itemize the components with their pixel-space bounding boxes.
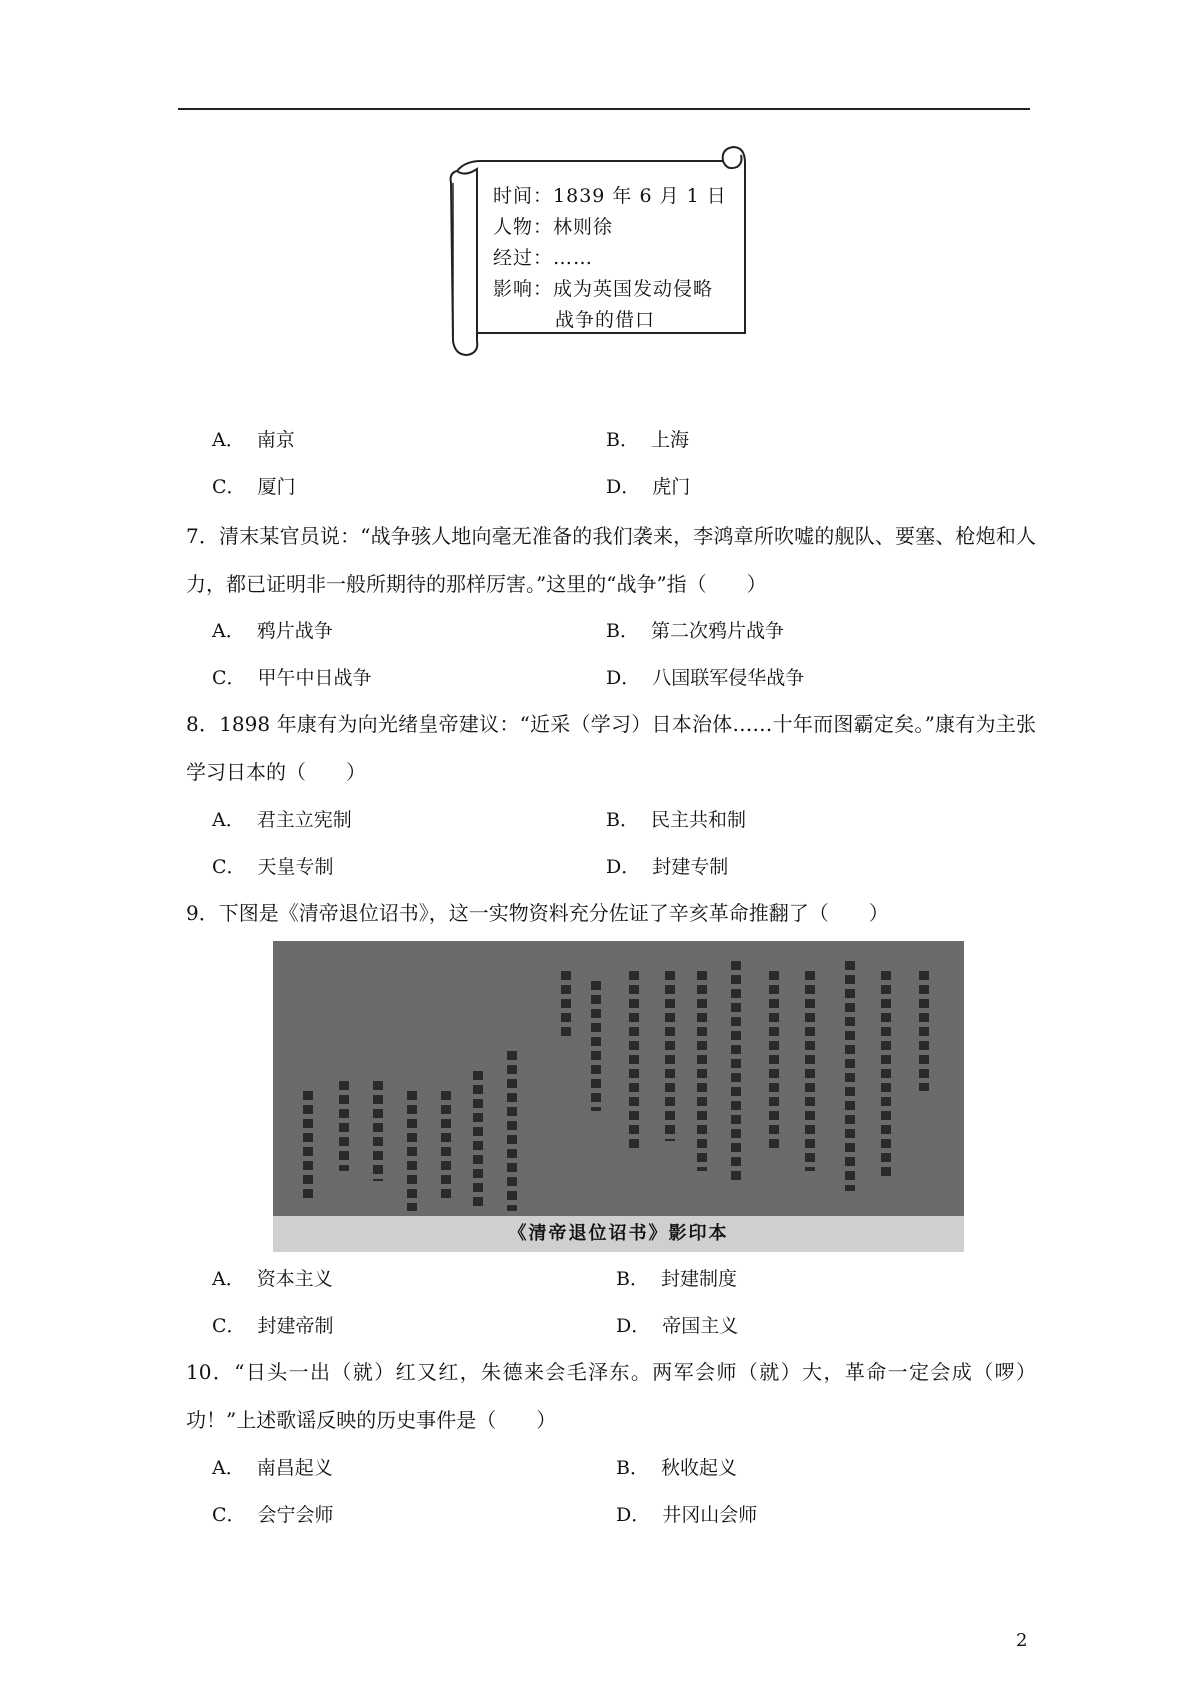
abdication-edict-photo xyxy=(273,941,964,1252)
scroll-line-time: 时间 ： 1839 年 6 月 1 日 xyxy=(493,181,727,212)
q9-option-c[interactable]: C． 封建帝制 xyxy=(212,1315,334,1337)
q7-option-d[interactable]: D． 八国联军侵华战争 xyxy=(606,667,805,689)
q10-option-b[interactable]: B． 秋收起义 xyxy=(616,1457,737,1479)
scroll-line-process: 经过 ： …… xyxy=(493,243,727,274)
q7-option-a[interactable]: A． 鸦片战争 xyxy=(212,620,333,642)
q8-option-c[interactable]: C． 天皇专制 xyxy=(212,856,334,878)
q9-option-a[interactable]: A． 资本主义 xyxy=(212,1268,333,1290)
q9-stem: 9．下图是《清帝退位诏书》，这一实物资料充分佐证了辛亥革命推翻了（ ） xyxy=(186,901,889,925)
q7-option-b[interactable]: B． 第二次鸦片战争 xyxy=(606,620,784,642)
q6-option-a[interactable]: A． 南京 xyxy=(212,429,295,451)
header-rule xyxy=(178,108,1030,110)
q10-option-a[interactable]: A． 南昌起义 xyxy=(212,1457,333,1479)
q6-option-c[interactable]: C． 厦门 xyxy=(212,476,296,498)
q10-option-d[interactable]: D． 井冈山会师 xyxy=(616,1504,758,1526)
scroll-line-impact-continued: 战争的借口 xyxy=(555,309,656,331)
scroll-line-person: 人物 ： 林则徐 xyxy=(493,212,727,243)
q8-option-d[interactable]: D． 封建专制 xyxy=(606,856,729,878)
q9-option-d[interactable]: D． 帝国主义 xyxy=(616,1315,739,1337)
scroll-text xyxy=(493,181,727,336)
q7-stem: 7．清末某官员说：“战争骇人地向毫无准备的我们袭来，李鸿章所吹嘘的舰队、要塞、枪炮和人力，都已证明非一般所期待的那样厉害。”这里的“战争”指（ ） xyxy=(186,524,1036,596)
scroll-illustration xyxy=(445,143,765,363)
q10-option-c[interactable]: C． 会宁会师 xyxy=(212,1504,334,1526)
scroll-line-impact: 影响 ： 成为英国发动侵略 xyxy=(493,274,727,305)
q7-option-c[interactable]: C． 甲午中日战争 xyxy=(212,667,372,689)
q8-option-b[interactable]: B． 民主共和制 xyxy=(606,809,746,831)
q8-stem: 8．1898 年康有为向光绪皇帝建议：“近采（学习）日本治体……十年而图霸定矣。”康有为主张学习日本的（ ） xyxy=(186,712,1036,784)
q9-option-b[interactable]: B． 封建制度 xyxy=(616,1268,737,1290)
q10-stem: 10．“日头一出（就）红又红，朱德来会毛泽东。两军会师（就）大，革命一定会成（啰）功！”上述歌谣反映的历史事件是（ ） xyxy=(186,1360,1036,1432)
figure-caption: 《清帝退位诏书》影印本 xyxy=(273,1216,964,1252)
page-number: 2 xyxy=(1016,1630,1028,1651)
q8-option-a[interactable]: A． 君主立宪制 xyxy=(212,809,352,831)
q6-option-b[interactable]: B． 上海 xyxy=(606,429,689,451)
q6-option-d[interactable]: D． 虎门 xyxy=(606,476,691,498)
